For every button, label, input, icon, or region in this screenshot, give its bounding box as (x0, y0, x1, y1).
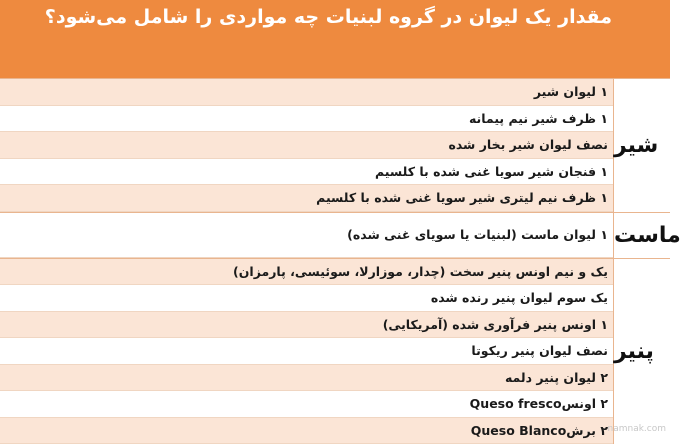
dairy-table (0, 78, 670, 444)
header-banner (0, 0, 670, 78)
list-item: نصف لیوان شیر بخار شده (0, 132, 614, 159)
list-item: ۲ لیوان پنیر دلمه (0, 365, 614, 392)
page-title: مقدار یک لیوان در گروه لبنیات چه مواردی را شامل می‌شود؟ (45, 6, 612, 28)
item-list (0, 213, 614, 258)
list-item: یک سوم لیوان پنیر رنده شده (0, 285, 614, 312)
group-milk (0, 78, 670, 212)
list-item: ۲ اونسQueso fresco (0, 391, 614, 418)
list-item: ۱ لیوان ماست (لبنیات یا سویای غنی شده) (0, 213, 614, 258)
list-item: ۱ لیوان شیر (0, 79, 614, 106)
list-item: نصف لیوان پنیر ریکوتا (0, 338, 614, 365)
list-item: ۱ ظرف نیم لیتری شیر سویا غنی شده با کلسیم (0, 185, 614, 212)
list-item: ۱ فنجان شیر سویا غنی شده با کلسیم (0, 159, 614, 186)
item-list (0, 79, 614, 212)
list-item: یک و نیم اونس پنیر سخت (چدار، موزارلا، سوئیسی، پارمزان) (0, 259, 614, 286)
list-item: ۲ برشQueso Blanco (0, 418, 614, 444)
group-cheese (0, 258, 670, 444)
watermark: namnak.com (608, 424, 667, 434)
list-item: ۱ ظرف شیر نیم پیمانه (0, 106, 614, 133)
item-list (0, 259, 614, 444)
group-yogurt (0, 212, 670, 258)
category-label: ماست (613, 213, 670, 258)
category-label: پنیر (613, 259, 670, 444)
category-label: شیر (613, 79, 670, 212)
list-item: ۱ اونس پنیر فرآوری شده (آمریکایی) (0, 312, 614, 339)
